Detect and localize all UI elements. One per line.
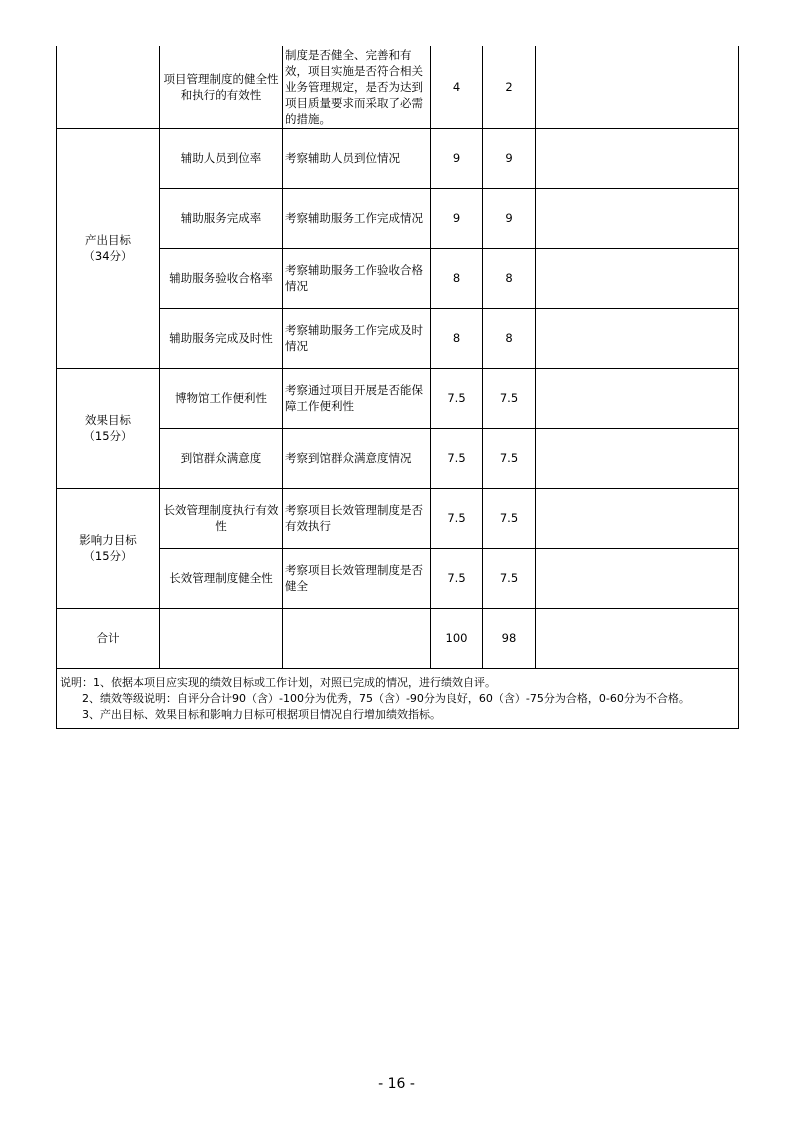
table-row	[57, 548, 739, 608]
category-points: （15分）	[83, 549, 133, 563]
criteria-cell: 考察辅助人员到位情况	[283, 128, 431, 188]
note-line-1: 说明：1、依据本项目应实现的绩效目标或工作计划，对照已完成的情况，进行绩效自评。	[60, 675, 496, 689]
remark-cell	[536, 308, 739, 368]
indicator-cell: 项目管理制度的健全性和执行的有效性	[160, 46, 283, 128]
table-row	[57, 46, 739, 128]
weight-cell: 4	[431, 46, 483, 128]
score-cell: 7.5	[483, 488, 536, 548]
indicator-cell: 长效管理制度健全性	[160, 548, 283, 608]
total-label: 合计	[57, 608, 160, 668]
total-empty-indicator	[160, 608, 283, 668]
category-points: （15分）	[83, 429, 133, 443]
criteria-cell: 考察到馆群众满意度情况	[283, 428, 431, 488]
score-cell: 7.5	[483, 548, 536, 608]
performance-evaluation-table	[56, 46, 739, 729]
weight-cell: 7.5	[431, 488, 483, 548]
total-remark	[536, 608, 739, 668]
page-number: - 16 -	[378, 1076, 415, 1092]
total-score: 98	[483, 608, 536, 668]
notes-row	[57, 668, 739, 728]
table-row	[57, 188, 739, 248]
note-line-3: 3、产出目标、效果目标和影响力目标可根据项目情况自行增加绩效指标。	[82, 707, 441, 721]
score-cell: 8	[483, 248, 536, 308]
table-row	[57, 368, 739, 428]
category-name: 影响力目标	[79, 533, 137, 547]
remark-cell	[536, 548, 739, 608]
weight-cell: 7.5	[431, 428, 483, 488]
weight-cell: 8	[431, 248, 483, 308]
score-cell: 9	[483, 128, 536, 188]
remark-cell	[536, 428, 739, 488]
criteria-cell: 考察辅助服务工作完成及时情况	[283, 308, 431, 368]
score-cell: 9	[483, 188, 536, 248]
remark-cell	[536, 488, 739, 548]
indicator-cell: 博物馆工作便利性	[160, 368, 283, 428]
weight-cell: 8	[431, 308, 483, 368]
score-cell: 2	[483, 46, 536, 128]
remark-cell	[536, 248, 739, 308]
criteria-cell: 考察辅助服务工作验收合格情况	[283, 248, 431, 308]
remark-cell	[536, 188, 739, 248]
weight-cell: 9	[431, 128, 483, 188]
score-cell: 8	[483, 308, 536, 368]
category-name: 效果目标	[85, 413, 131, 427]
table-row	[57, 428, 739, 488]
table-row	[57, 308, 739, 368]
criteria-cell: 考察通过项目开展是否能保障工作便利性	[283, 368, 431, 428]
criteria-cell: 考察辅助服务工作完成情况	[283, 188, 431, 248]
category-cell-output	[57, 128, 160, 368]
category-name: 产出目标	[85, 233, 131, 247]
criteria-cell: 考察项目长效管理制度是否健全	[283, 548, 431, 608]
table-row	[57, 128, 739, 188]
indicator-cell: 辅助人员到位率	[160, 128, 283, 188]
remark-cell	[536, 368, 739, 428]
category-cell-continued	[57, 46, 160, 128]
table-row	[57, 488, 739, 548]
weight-cell: 9	[431, 188, 483, 248]
indicator-cell: 辅助服务完成率	[160, 188, 283, 248]
remark-cell	[536, 46, 739, 128]
table-row	[57, 248, 739, 308]
score-cell: 7.5	[483, 368, 536, 428]
category-cell-effect	[57, 368, 160, 488]
criteria-cell: 制度是否健全、完善和有效，项目实施是否符合相关业务管理规定，是否为达到项目质量要求而采取了必需的措施。	[283, 46, 431, 128]
score-cell: 7.5	[483, 428, 536, 488]
total-row	[57, 608, 739, 668]
total-weight: 100	[431, 608, 483, 668]
weight-cell: 7.5	[431, 548, 483, 608]
indicator-cell: 长效管理制度执行有效性	[160, 488, 283, 548]
notes-cell	[57, 668, 739, 728]
indicator-cell: 辅助服务完成及时性	[160, 308, 283, 368]
category-points: （34分）	[83, 249, 133, 263]
note-line-2: 2、绩效等级说明：自评分合计90（含）-100分为优秀，75（含）-90分为良好，60（含）-75分为合格，0-60分为不合格。	[82, 691, 690, 705]
criteria-cell: 考察项目长效管理制度是否有效执行	[283, 488, 431, 548]
total-empty-criteria	[283, 608, 431, 668]
remark-cell	[536, 128, 739, 188]
indicator-cell: 辅助服务验收合格率	[160, 248, 283, 308]
indicator-cell: 到馆群众满意度	[160, 428, 283, 488]
weight-cell: 7.5	[431, 368, 483, 428]
category-cell-influence	[57, 488, 160, 608]
